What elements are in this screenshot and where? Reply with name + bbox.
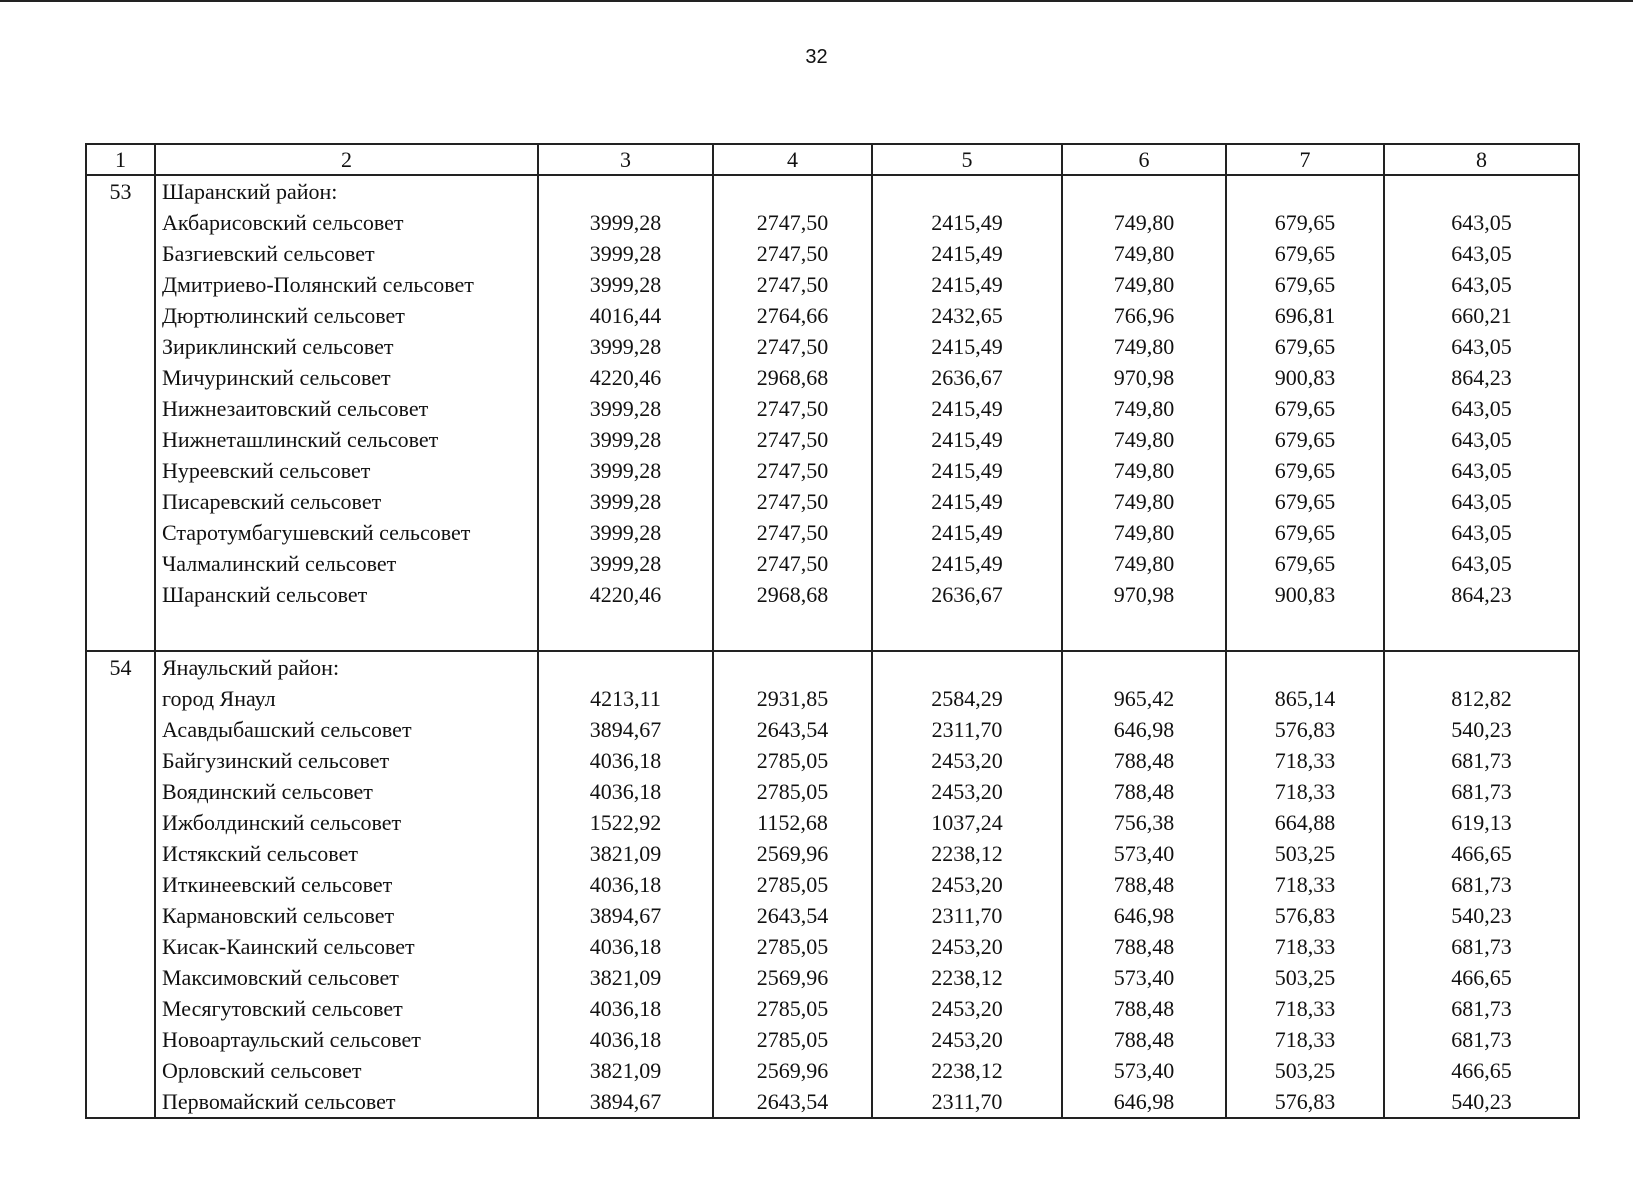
settlement-name: Дюртюлинский сельсовет [155,300,538,331]
value-cell-col-3: 3999,28 [538,455,713,486]
value-cell-col-4: 2747,50 [713,455,872,486]
empty-cell [86,517,155,548]
value-cell-col-7: 865,14 [1226,683,1384,714]
value-cell-col-3: 3999,28 [538,269,713,300]
empty-cell [86,269,155,300]
empty-cell [1226,651,1384,683]
settlement-name: Чалмалинский сельсовет [155,548,538,579]
table-row [86,455,1579,486]
value-cell-col-3: 4016,44 [538,300,713,331]
settlement-name: Писаревский сельсовет [155,486,538,517]
value-cell-col-6: 749,80 [1062,424,1226,455]
empty-cell [713,610,872,651]
value-cell-col-4: 2643,54 [713,714,872,745]
value-cell-col-6: 749,80 [1062,393,1226,424]
value-cell-col-8: 643,05 [1384,548,1579,579]
value-cell-col-4: 2968,68 [713,579,872,610]
empty-cell [86,300,155,331]
value-cell-col-7: 503,25 [1226,1055,1384,1086]
table-row [86,362,1579,393]
value-cell-col-3: 3999,28 [538,486,713,517]
empty-cell [1226,175,1384,207]
empty-cell [86,683,155,714]
value-cell-col-7: 576,83 [1226,714,1384,745]
value-cell-col-6: 749,80 [1062,238,1226,269]
value-cell-col-4: 2785,05 [713,1024,872,1055]
empty-cell [86,424,155,455]
value-cell-col-5: 2584,29 [872,683,1062,714]
empty-cell [872,651,1062,683]
value-cell-col-8: 540,23 [1384,900,1579,931]
district-index: 54 [86,651,155,683]
value-cell-col-6: 965,42 [1062,683,1226,714]
value-cell-col-5: 2453,20 [872,745,1062,776]
value-cell-col-8: 681,73 [1384,776,1579,807]
value-cell-col-3: 3999,28 [538,207,713,238]
table-row [86,393,1579,424]
value-cell-col-5: 2415,49 [872,455,1062,486]
empty-cell [86,486,155,517]
empty-cell [86,838,155,869]
value-cell-col-7: 718,33 [1226,931,1384,962]
table-row [86,838,1579,869]
table-row [86,714,1579,745]
empty-cell [86,807,155,838]
value-cell-col-3: 3821,09 [538,838,713,869]
table-row [86,424,1579,455]
value-cell-col-5: 2636,67 [872,579,1062,610]
empty-cell [86,548,155,579]
settlement-name: город Янаул [155,683,538,714]
settlement-name: Воядинский сельсовет [155,776,538,807]
value-cell-col-8: 681,73 [1384,745,1579,776]
empty-cell [86,238,155,269]
empty-cell [86,455,155,486]
spacer-row [86,610,1579,651]
value-cell-col-4: 2747,50 [713,269,872,300]
empty-cell [86,1024,155,1055]
value-cell-col-3: 3894,67 [538,900,713,931]
value-cell-col-7: 679,65 [1226,424,1384,455]
value-cell-col-6: 573,40 [1062,838,1226,869]
settlement-name: Нуреевский сельсовет [155,455,538,486]
table-row [86,579,1579,610]
value-cell-col-4: 2785,05 [713,931,872,962]
value-cell-col-7: 718,33 [1226,869,1384,900]
column-header: 8 [1384,144,1579,175]
district-header-row [86,175,1579,207]
column-header: 2 [155,144,538,175]
settlement-name: Нижнеташлинский сельсовет [155,424,538,455]
value-cell-col-7: 900,83 [1226,579,1384,610]
value-cell-col-3: 4036,18 [538,993,713,1024]
value-cell-col-6: 970,98 [1062,362,1226,393]
value-cell-col-7: 679,65 [1226,548,1384,579]
value-cell-col-6: 646,98 [1062,714,1226,745]
empty-cell [86,1055,155,1086]
empty-cell [86,393,155,424]
value-cell-col-8: 466,65 [1384,962,1579,993]
value-cell-col-5: 2238,12 [872,838,1062,869]
table-row [86,807,1579,838]
settlement-name: Кисак-Каинский сельсовет [155,931,538,962]
value-cell-col-5: 2453,20 [872,993,1062,1024]
value-cell-col-4: 2747,50 [713,207,872,238]
value-cell-col-6: 766,96 [1062,300,1226,331]
table-row [86,331,1579,362]
value-cell-col-8: 812,82 [1384,683,1579,714]
table-row [86,269,1579,300]
value-cell-col-7: 696,81 [1226,300,1384,331]
value-cell-col-3: 3894,67 [538,1086,713,1118]
empty-cell [86,900,155,931]
settlement-name: Старотумбагушевский сельсовет [155,517,538,548]
value-cell-col-3: 3821,09 [538,1055,713,1086]
value-cell-col-5: 2415,49 [872,331,1062,362]
value-cell-col-5: 2311,70 [872,714,1062,745]
table-row [86,486,1579,517]
column-header: 5 [872,144,1062,175]
value-cell-col-4: 2569,96 [713,1055,872,1086]
value-cell-col-3: 3999,28 [538,238,713,269]
value-cell-col-7: 718,33 [1226,1024,1384,1055]
value-cell-col-4: 2747,50 [713,486,872,517]
value-cell-col-8: 643,05 [1384,238,1579,269]
column-header: 1 [86,144,155,175]
empty-cell [538,175,713,207]
empty-cell [86,993,155,1024]
empty-cell [1062,651,1226,683]
value-cell-col-7: 718,33 [1226,745,1384,776]
value-cell-col-5: 2415,49 [872,486,1062,517]
value-cell-col-3: 3999,28 [538,517,713,548]
value-cell-col-7: 503,25 [1226,838,1384,869]
table-row [86,238,1579,269]
value-cell-col-4: 2785,05 [713,776,872,807]
value-cell-col-8: 643,05 [1384,269,1579,300]
value-cell-col-3: 4036,18 [538,931,713,962]
value-cell-col-5: 2238,12 [872,962,1062,993]
settlement-name: Месягутовский сельсовет [155,993,538,1024]
settlement-name: Асавдыбашский сельсовет [155,714,538,745]
empty-cell [1062,610,1226,651]
empty-cell [713,651,872,683]
empty-cell [1062,175,1226,207]
settlement-name: Шаранский сельсовет [155,579,538,610]
value-cell-col-8: 540,23 [1384,714,1579,745]
value-cell-col-7: 718,33 [1226,993,1384,1024]
empty-cell [538,610,713,651]
value-cell-col-3: 3999,28 [538,393,713,424]
value-cell-col-6: 749,80 [1062,517,1226,548]
value-cell-col-5: 2311,70 [872,1086,1062,1118]
district-header-row [86,651,1579,683]
data-table [85,143,1580,1119]
value-cell-col-4: 2785,05 [713,993,872,1024]
table-row [86,548,1579,579]
value-cell-col-6: 756,38 [1062,807,1226,838]
value-cell-col-4: 2747,50 [713,424,872,455]
value-cell-col-5: 2415,49 [872,517,1062,548]
value-cell-col-7: 679,65 [1226,331,1384,362]
table-row [86,776,1579,807]
settlement-name: Орловский сельсовет [155,1055,538,1086]
district-title: Янаульский район: [155,651,538,683]
value-cell-col-8: 643,05 [1384,207,1579,238]
district-title: Шаранский район: [155,175,538,207]
value-cell-col-4: 2643,54 [713,1086,872,1118]
table-row [86,745,1579,776]
value-cell-col-7: 679,65 [1226,207,1384,238]
table-row [86,869,1579,900]
value-cell-col-7: 679,65 [1226,393,1384,424]
settlement-name: Нижнезаитовский сельсовет [155,393,538,424]
settlement-name: Максимовский сельсовет [155,962,538,993]
table-row [86,683,1579,714]
empty-cell [86,714,155,745]
empty-cell [86,931,155,962]
value-cell-col-4: 2569,96 [713,838,872,869]
value-cell-col-7: 900,83 [1226,362,1384,393]
value-cell-col-5: 2432,65 [872,300,1062,331]
value-cell-col-5: 2453,20 [872,931,1062,962]
settlement-name: Зириклинский сельсовет [155,331,538,362]
value-cell-col-7: 664,88 [1226,807,1384,838]
value-cell-col-8: 619,13 [1384,807,1579,838]
value-cell-col-5: 1037,24 [872,807,1062,838]
table-row [86,993,1579,1024]
value-cell-col-7: 503,25 [1226,962,1384,993]
value-cell-col-5: 2415,49 [872,424,1062,455]
value-cell-col-3: 4036,18 [538,745,713,776]
value-cell-col-4: 2747,50 [713,393,872,424]
value-cell-col-8: 864,23 [1384,362,1579,393]
table-row [86,931,1579,962]
value-cell-col-8: 466,65 [1384,838,1579,869]
empty-cell [86,962,155,993]
value-cell-col-6: 788,48 [1062,745,1226,776]
settlement-name: Новоартаульский сельсовет [155,1024,538,1055]
value-cell-col-4: 2569,96 [713,962,872,993]
value-cell-col-4: 2747,50 [713,238,872,269]
value-cell-col-6: 788,48 [1062,1024,1226,1055]
district-index: 53 [86,175,155,207]
value-cell-col-8: 681,73 [1384,869,1579,900]
value-cell-col-5: 2238,12 [872,1055,1062,1086]
empty-cell [1384,610,1579,651]
table-row [86,1086,1579,1118]
value-cell-col-5: 2415,49 [872,548,1062,579]
value-cell-col-8: 643,05 [1384,331,1579,362]
top-rule [0,0,1633,2]
value-cell-col-6: 749,80 [1062,331,1226,362]
empty-cell [86,362,155,393]
value-cell-col-5: 2453,20 [872,1024,1062,1055]
empty-cell [86,331,155,362]
value-cell-col-4: 2747,50 [713,517,872,548]
empty-cell [1226,610,1384,651]
value-cell-col-6: 646,98 [1062,900,1226,931]
value-cell-col-7: 679,65 [1226,238,1384,269]
settlement-name: Истякский сельсовет [155,838,538,869]
settlement-name: Базгиевский сельсовет [155,238,538,269]
value-cell-col-6: 749,80 [1062,455,1226,486]
value-cell-col-8: 466,65 [1384,1055,1579,1086]
value-cell-col-5: 2415,49 [872,393,1062,424]
value-cell-col-4: 2747,50 [713,331,872,362]
value-cell-col-6: 749,80 [1062,269,1226,300]
value-cell-col-6: 749,80 [1062,548,1226,579]
table-row [86,300,1579,331]
value-cell-col-7: 679,65 [1226,517,1384,548]
empty-cell [538,651,713,683]
value-cell-col-6: 573,40 [1062,962,1226,993]
value-cell-col-3: 3894,67 [538,714,713,745]
value-cell-col-4: 2643,54 [713,900,872,931]
settlement-name: Дмитриево-Полянский сельсовет [155,269,538,300]
settlement-name: Мичуринский сельсовет [155,362,538,393]
value-cell-col-5: 2415,49 [872,269,1062,300]
value-cell-col-6: 788,48 [1062,869,1226,900]
page-number: 32 [805,46,828,68]
value-cell-col-3: 4036,18 [538,869,713,900]
value-cell-col-7: 679,65 [1226,269,1384,300]
value-cell-col-4: 2785,05 [713,745,872,776]
value-cell-col-3: 4220,46 [538,362,713,393]
empty-cell [713,175,872,207]
value-cell-col-4: 2931,85 [713,683,872,714]
value-cell-col-7: 576,83 [1226,900,1384,931]
value-cell-col-3: 4220,46 [538,579,713,610]
value-cell-col-5: 2415,49 [872,238,1062,269]
value-cell-col-8: 643,05 [1384,393,1579,424]
value-cell-col-8: 643,05 [1384,486,1579,517]
table-row [86,900,1579,931]
table-row [86,517,1579,548]
settlement-name: Первомайский сельсовет [155,1086,538,1118]
value-cell-col-8: 681,73 [1384,931,1579,962]
value-cell-col-8: 660,21 [1384,300,1579,331]
value-cell-col-4: 1152,68 [713,807,872,838]
value-cell-col-4: 2747,50 [713,548,872,579]
value-cell-col-8: 643,05 [1384,455,1579,486]
value-cell-col-5: 2311,70 [872,900,1062,931]
value-cell-col-5: 2636,67 [872,362,1062,393]
column-header: 4 [713,144,872,175]
value-cell-col-8: 540,23 [1384,1086,1579,1118]
value-cell-col-7: 576,83 [1226,1086,1384,1118]
value-cell-col-6: 646,98 [1062,1086,1226,1118]
table-row [86,207,1579,238]
table-row [86,1055,1579,1086]
value-cell-col-8: 681,73 [1384,1024,1579,1055]
value-cell-col-4: 2968,68 [713,362,872,393]
empty-cell [86,579,155,610]
value-cell-col-8: 643,05 [1384,517,1579,548]
value-cell-col-6: 788,48 [1062,931,1226,962]
empty-cell [155,610,538,651]
empty-cell [86,610,155,651]
settlement-name: Акбарисовский сельсовет [155,207,538,238]
column-header: 6 [1062,144,1226,175]
empty-cell [1384,175,1579,207]
value-cell-col-6: 749,80 [1062,486,1226,517]
value-cell-col-3: 3999,28 [538,331,713,362]
value-cell-col-4: 2764,66 [713,300,872,331]
value-cell-col-3: 4036,18 [538,1024,713,1055]
column-header: 3 [538,144,713,175]
empty-cell [86,1086,155,1118]
value-cell-col-8: 864,23 [1384,579,1579,610]
value-cell-col-7: 718,33 [1226,776,1384,807]
table-body [86,175,1579,1118]
header-row [86,144,1579,175]
value-cell-col-3: 4036,18 [538,776,713,807]
empty-cell [1384,651,1579,683]
empty-cell [86,745,155,776]
value-cell-col-4: 2785,05 [713,869,872,900]
empty-cell [872,610,1062,651]
empty-cell [86,207,155,238]
table-row [86,1024,1579,1055]
value-cell-col-3: 3821,09 [538,962,713,993]
value-cell-col-6: 749,80 [1062,207,1226,238]
value-cell-col-6: 573,40 [1062,1055,1226,1086]
settlement-name: Иткинеевский сельсовет [155,869,538,900]
value-cell-col-6: 788,48 [1062,776,1226,807]
value-cell-col-5: 2453,20 [872,869,1062,900]
value-cell-col-5: 2453,20 [872,776,1062,807]
value-cell-col-8: 643,05 [1384,424,1579,455]
empty-cell [86,869,155,900]
empty-cell [872,175,1062,207]
value-cell-col-7: 679,65 [1226,455,1384,486]
value-cell-col-3: 3999,28 [538,424,713,455]
value-cell-col-7: 679,65 [1226,486,1384,517]
value-cell-col-3: 4213,11 [538,683,713,714]
value-cell-col-3: 3999,28 [538,548,713,579]
table-row [86,962,1579,993]
settlement-name: Кармановский сельсовет [155,900,538,931]
value-cell-col-3: 1522,92 [538,807,713,838]
value-cell-col-6: 788,48 [1062,993,1226,1024]
settlement-name: Ижболдинский сельсовет [155,807,538,838]
value-cell-col-5: 2415,49 [872,207,1062,238]
value-cell-col-6: 970,98 [1062,579,1226,610]
settlement-name: Байгузинский сельсовет [155,745,538,776]
column-header: 7 [1226,144,1384,175]
empty-cell [86,776,155,807]
value-cell-col-8: 681,73 [1384,993,1579,1024]
